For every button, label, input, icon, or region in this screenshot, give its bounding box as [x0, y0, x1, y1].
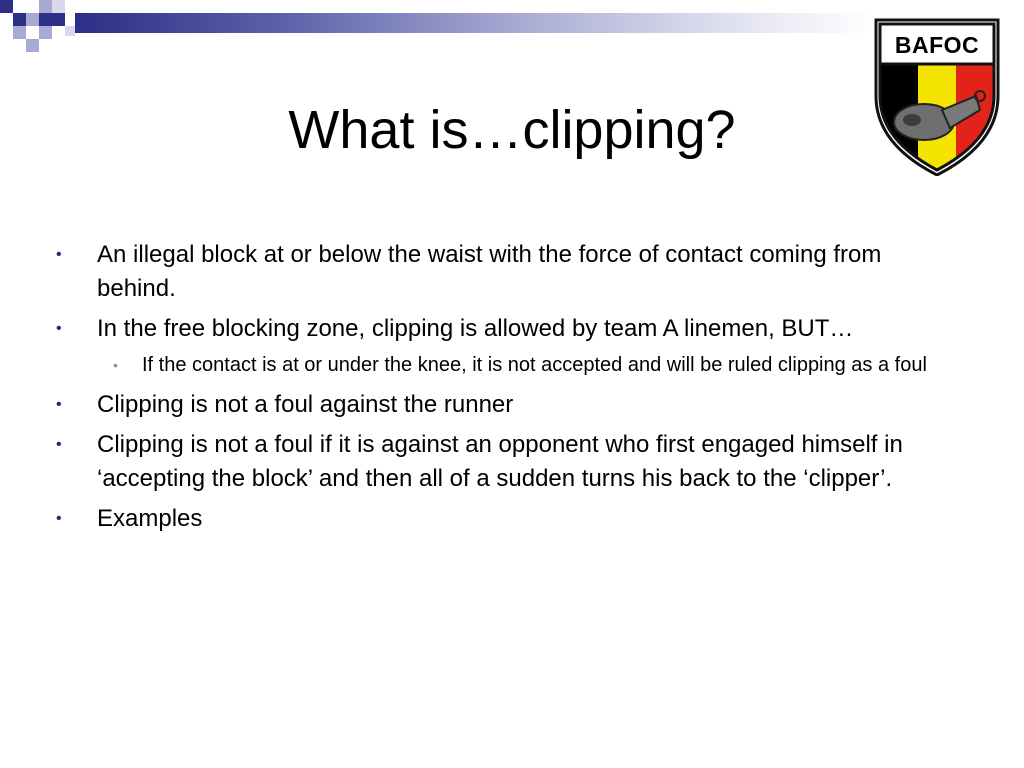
deco-square [26, 13, 39, 26]
deco-square [13, 13, 26, 26]
bullet-text: Examples [97, 505, 203, 532]
bullet-icon: • [56, 510, 62, 527]
sub-bullet-icon: • [113, 357, 118, 373]
logo-text: BAFOC [894, 32, 980, 58]
deco-square [39, 26, 52, 39]
deco-square [52, 13, 65, 26]
deco-square [65, 26, 75, 36]
bullet-item [56, 238, 956, 306]
bullet-icon: • [56, 246, 62, 263]
deco-square [0, 0, 13, 13]
bullet-text: Clipping is not a foul against the runner [97, 391, 514, 418]
deco-square [39, 0, 52, 13]
deco-square [13, 26, 26, 39]
deco-square [26, 39, 39, 52]
slide-title: What is…clipping? [288, 100, 736, 160]
bullet-text: In the free blocking zone, clipping is allowed by team A linemen, BUT… [97, 315, 854, 342]
bullet-text: Clipping is not a foul if it is against an opponent who first engaged himself in ‘accepting the block’ and then all of a sudden turns his back to the ‘clipper’. [97, 431, 903, 492]
bullet-list [56, 238, 956, 542]
bullet-icon: • [56, 396, 62, 413]
deco-square [39, 13, 52, 26]
bullet-icon: • [56, 436, 62, 453]
bullet-text: An illegal block at or below the waist with the force of contact coming from behind. [97, 241, 882, 302]
bullet-item [56, 312, 956, 346]
bullet-item [56, 388, 956, 422]
bullet-icon: • [56, 320, 62, 337]
bullet-item [56, 502, 956, 536]
sub-bullet-text: If the contact is at or under the knee, it is not accepted and will be ruled clipping as a foul [142, 354, 927, 376]
sub-bullet-item [56, 350, 956, 380]
bullet-item [56, 428, 956, 496]
header-gradient-band [75, 13, 875, 33]
deco-square [52, 0, 65, 13]
